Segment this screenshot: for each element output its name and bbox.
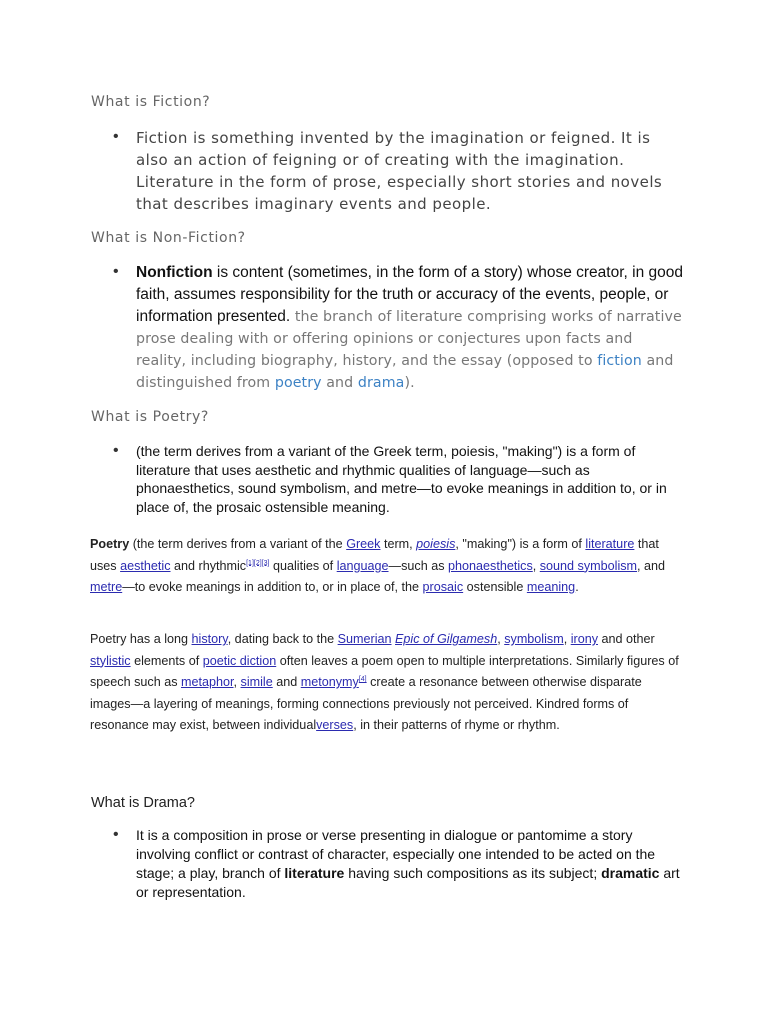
link-phonaesthetics[interactable]: phonaesthetics [448,558,533,573]
drama-definition [136,826,683,902]
link-prosaic[interactable]: prosaic [422,580,464,595]
poetry-paragraph-1 [90,534,680,599]
link-fiction[interactable]: fiction [597,353,642,369]
text-run: create a resonance between otherwise disparate images—a layering of meanings, forming connections previously not perceived. Kindred forms of resonance may exist, between individual [90,675,642,733]
text-run: elements of [130,653,203,668]
text-run: —such as [388,558,449,573]
nonfiction-definition [136,262,683,394]
bullet-marker: • [113,263,119,280]
link-verses[interactable]: verses [316,718,354,733]
text-run: often leaves a poem open to multiple interpretations. Similarly figures of speech such as [90,653,679,690]
nonfiction-heading: What is Non-Fiction? [91,230,246,246]
link-sound-symbolism[interactable]: sound symbolism [539,558,638,573]
text-run: ostensible [463,580,527,595]
citation-link[interactable]: [4] [358,676,367,683]
text-run: , and [637,558,666,573]
bullet-marker: • [113,826,119,843]
link-symbolism[interactable]: symbolism [504,632,564,646]
text-run: art or representation. [136,865,680,900]
text-run: and [272,675,301,690]
drama-bullet-item [113,826,683,902]
link-poetic-diction[interactable]: poetic diction [202,653,277,668]
link-poiesis[interactable]: poiesis [416,537,456,551]
nonfiction-term: Nonfiction [136,264,213,281]
poetry-bullet-item [113,442,683,516]
drama-heading: What is Drama? [91,795,195,811]
link-simile[interactable]: simile [240,675,273,690]
text-run: . [575,580,579,595]
text-run: , [532,558,540,573]
link-poetry[interactable]: poetry [274,375,322,391]
nonfiction-branch-desc: the branch of literature comprising works of narrative prose dealing with or offering opinions or conjectures upon facts and reality, including biography, history, and the essay (opposed to [136,309,682,369]
text-run: It is a composition in prose or verse presenting in dialogue or pantomime a story involving conflict or contrast of character, especially one intended to be acted on the stage; a play, branch of [136,827,656,881]
text-run: , [497,632,505,646]
poetry-heading: What is Poetry? [91,409,209,425]
text-run: , in their patterns of rhyme or rhythm. [353,718,560,733]
text-run: term, [380,537,417,551]
nonfiction-bullet-item [113,262,683,394]
link-literature[interactable]: literature [585,537,635,551]
text-run: and rhythmic [170,558,247,573]
nonfiction-text-and-distinguished: and distinguished from [136,353,674,391]
bold-dramatic: dramatic [601,865,660,881]
link-history[interactable]: history [191,632,228,646]
link-metaphor[interactable]: metaphor [181,675,234,690]
nonfiction-text-and: and [321,375,358,391]
link-sumerian[interactable]: Sumerian [337,632,392,646]
poetry-definition: (the term derives from a variant of the Greek term, poiesis, "making") is a form of literature that uses aesthetic and rhythmic qualities of language—such as phonaesthetics, sound symbolism, and metre—to evoke meanings in addition to, or in place of, the prosaic ostensible meaning. [136,443,667,515]
fiction-definition: Fiction is something invented by the imagination or feigned. It is also an action of feigning or of creating with the imagination. Literature in the form of prose, especially short stories and novels that describes imaginary events and people. [136,129,663,213]
poetry-term: Poetry [90,537,130,551]
text-run: and other [598,632,655,646]
link-language[interactable]: language [336,558,389,573]
link-irony[interactable]: irony [570,632,598,646]
link-metre[interactable]: metre [90,580,123,595]
link-epic-of-gilgamesh[interactable]: Epic of Gilgamesh [395,632,498,646]
poetry-paragraph-2 [90,629,680,737]
bullet-marker: • [113,442,119,459]
text-run: that uses [90,537,659,573]
link-stylistic[interactable]: stylistic [90,653,131,668]
text-run: , [563,632,571,646]
fiction-heading: What is Fiction? [91,94,211,110]
bold-literature: literature [284,865,345,881]
link-greek[interactable]: Greek [346,537,381,551]
text-run: qualities of [269,558,337,573]
link-aesthetic[interactable]: aesthetic [120,558,171,573]
link-meaning[interactable]: meaning [526,580,576,595]
text-run: having such compositions as its subject; [344,865,602,881]
nonfiction-definition-text: is content (sometimes, in the form of a story) whose creator, in good faith, assumes responsibility for the truth or accuracy of the events, people, or information presented. [136,264,683,325]
link-drama[interactable]: drama [357,375,405,391]
nonfiction-text-close: ). [404,375,415,391]
text-run: Poetry has a long [90,632,192,646]
fiction-bullet-item [113,127,683,215]
text-run: (the term derives from a variant of the [129,537,347,551]
text-run: , "making") is a form of [455,537,586,551]
text-run: , dating back to the [227,632,338,646]
link-metonymy[interactable]: metonymy [300,675,359,690]
bullet-marker: • [113,128,119,145]
text-run: , [233,675,241,690]
text-run: —to evoke meanings in addition to, or in place of, the [122,580,423,595]
citation-link[interactable]: [1][2][3] [246,559,270,567]
